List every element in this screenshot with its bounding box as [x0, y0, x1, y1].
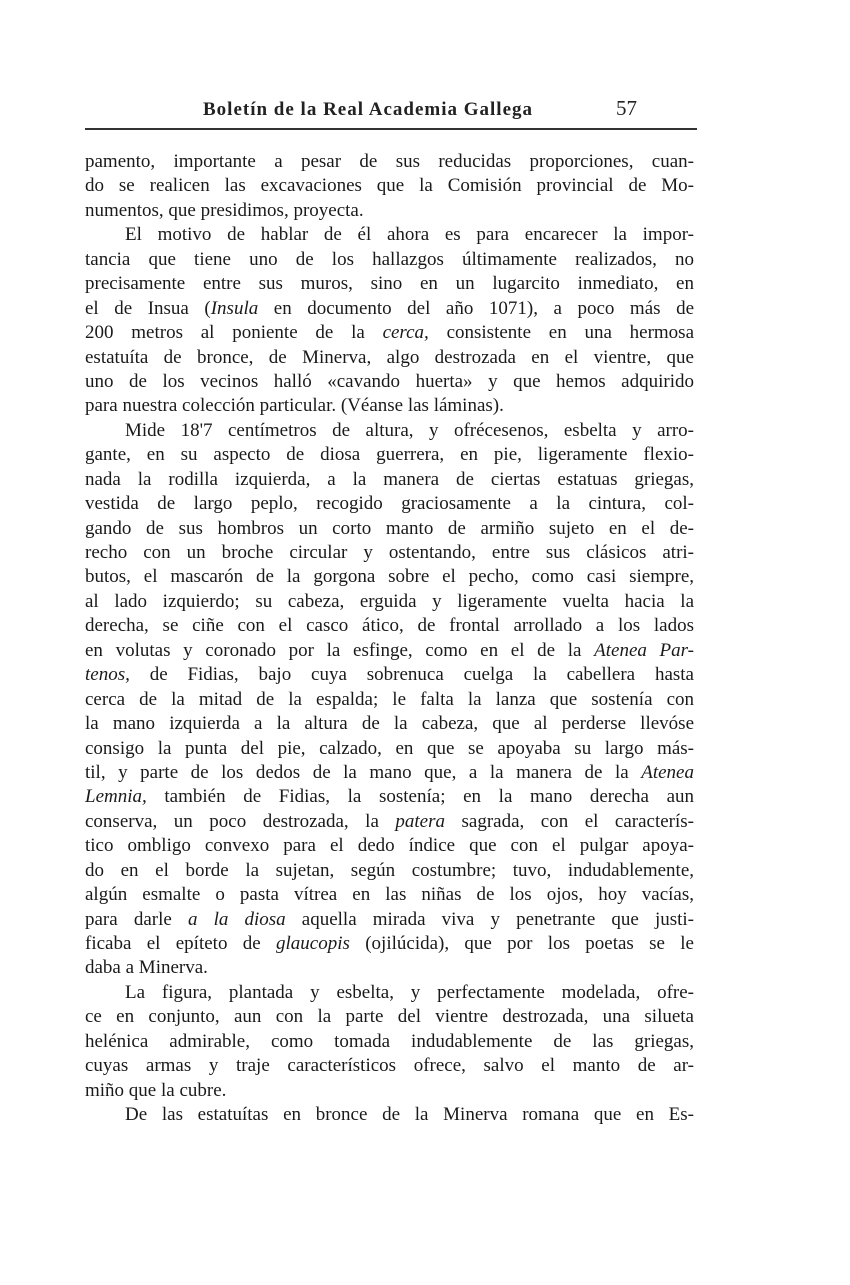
text-segment: 200 metros al poniente de la [85, 322, 383, 344]
text-segment: miño que la cubre. [85, 1079, 227, 1101]
text-line [85, 883, 695, 907]
text-segment: daba a Minerva. [85, 957, 208, 979]
text-segment: tico ombligo convexo para el dedo índice que con el pulgar apoya- [85, 835, 694, 857]
text-line [85, 248, 695, 272]
italic-text: Atenea Par- [594, 639, 695, 661]
text-line [85, 1005, 695, 1029]
text-segment: ce en conjunto, aun con la parte del vientre destrozada, una silueta [85, 1006, 694, 1028]
text-segment: el de Insua ( [85, 297, 211, 319]
text-line [85, 737, 695, 761]
text-segment: cerca de la mitad de la espalda; le falta la lanza que sostenía con [85, 688, 694, 710]
running-header [85, 96, 695, 126]
text-segment: (ojilúcida), que por los poetas se le [349, 933, 694, 954]
text-line [85, 443, 695, 467]
text-segment: también de Fidias, la sostenía; en la mano derecha aun [146, 786, 694, 808]
text-segment: numentos, que presidimos, proyecta. [85, 199, 364, 221]
text-line [85, 614, 695, 638]
text-line [85, 663, 695, 687]
text-segment: vestida de largo peplo, recogido graciosamente a la cintura, col- [85, 493, 694, 515]
text-line [85, 517, 695, 541]
text-line [85, 1103, 695, 1127]
text-line [85, 834, 695, 858]
text-line [85, 810, 695, 834]
text-line [85, 272, 695, 296]
text-line [85, 492, 695, 516]
text-line [85, 174, 695, 198]
text-segment: pamento, importante a pesar de sus reducidas proporciones, cuan- [85, 151, 694, 172]
text-segment: conserva, un poco destrozada, la [85, 810, 396, 832]
text-line [85, 908, 695, 932]
italic-text: Atenea [641, 761, 694, 783]
text-segment: cuyas armas y traje característicos ofrece, salvo el manto de ar- [85, 1055, 694, 1077]
text-segment: para nuestra colección particular. (Véanse las láminas). [85, 395, 504, 417]
text-segment: aquella mirada viva y penetrante que justi- [285, 908, 694, 930]
text-line [85, 394, 695, 418]
text-segment: en documento del año 1071), a poco más de [258, 297, 694, 319]
italic-text: glaucopis [276, 933, 350, 954]
text-segment: De las estatuítas en bronce de la Minerva romana que en Es- [125, 1104, 694, 1126]
text-line [85, 688, 695, 712]
text-line [85, 150, 695, 174]
italic-text: tenos, [85, 664, 130, 686]
text-segment: para darle [85, 908, 188, 930]
text-segment: consigo la punta del pie, calzado, en que se apoyaba su largo más- [85, 737, 694, 759]
text-segment: recho con un broche circular y ostentando, entre sus clásicos atri- [85, 542, 694, 563]
text-segment: butos, el mascarón de la gorgona sobre el pecho, como casi siempre, [85, 566, 694, 588]
text-line [85, 199, 695, 223]
text-line [85, 1054, 695, 1078]
text-segment: la mano izquierda a la altura de la cabeza, que al perderse llevóse [85, 713, 694, 735]
text-line [85, 981, 695, 1005]
text-segment: El motivo de hablar de él ahora es para encarecer la impor- [125, 224, 694, 246]
text-segment: gante, en su aspecto de diosa guerrera, en pie, ligeramente flexio- [85, 444, 694, 466]
text-line [85, 1030, 695, 1054]
text-segment: al lado izquierdo; su cabeza, erguida y ligeramente vuelta hacia la [85, 590, 694, 612]
italic-text: cerca, [382, 322, 429, 344]
text-segment: do se realicen las excavaciones que la Comisión provincial de Mo- [85, 175, 694, 197]
text-segment: derecha, se ciñe con el casco ático, de frontal arrollado a los lados [85, 615, 694, 637]
text-segment: algún esmalte o pasta vítrea en las niñas de los ojos, hoy vacías, [85, 884, 694, 906]
text-segment: ficaba el epíteto de [85, 933, 277, 954]
text-line [85, 297, 695, 321]
text-line [85, 956, 695, 980]
text-line [85, 712, 695, 736]
text-segment: helénica admirable, como tomada indudablemente de las griegas, [85, 1030, 694, 1052]
text-segment: Mide 18'7 centímetros de altura, y ofrécesenos, esbelta y arro- [125, 419, 694, 441]
text-segment: La figura, plantada y esbelta, y perfectamente modelada, ofre- [125, 981, 694, 1003]
text-line [85, 785, 695, 809]
italic-text: Insula [210, 297, 259, 319]
text-segment: gando de sus hombros un corto manto de armiño sujeto en el de- [85, 517, 694, 539]
text-segment: sagrada, con el caracterís- [445, 810, 695, 832]
text-segment: de Fidias, bajo cuya sobrenuca cuelga la cabellera hasta [129, 664, 694, 686]
header-rule [85, 128, 697, 130]
body-text [85, 150, 695, 1128]
text-segment: til, y parte de los dedos de la mano que, a la manera de la [85, 761, 642, 783]
running-title: Boletín de la Real Academia Gallega [203, 99, 534, 120]
text-segment: estatuíta de bronce, de Minerva, algo destrozada en el vientre, que [85, 346, 694, 368]
text-line [85, 419, 695, 443]
text-segment: uno de los vecinos halló «cavando huerta» y que hemos adquirido [85, 370, 694, 392]
text-line [85, 565, 695, 589]
text-line [85, 223, 695, 247]
text-line [85, 1079, 695, 1103]
italic-text: a la diosa [187, 908, 286, 930]
text-segment: en volutas y coronado por la esfinge, como en el de la [85, 639, 595, 661]
text-segment: precisamente entre sus muros, sino en un lugarcito inmediato, en [85, 273, 694, 295]
text-segment: tancia que tiene uno de los hallazgos últimamente realizados, no [85, 248, 694, 270]
page-number: 57 [616, 96, 637, 120]
text-line [85, 932, 695, 956]
text-line [85, 370, 695, 394]
text-line [85, 761, 695, 785]
italic-text: Lemnia, [85, 786, 147, 808]
text-line [85, 590, 695, 614]
text-line [85, 541, 695, 565]
text-segment: do en el borde la sujetan, según costumbre; tuvo, indudablemente, [85, 859, 694, 881]
text-line [85, 468, 695, 492]
text-line [85, 346, 695, 370]
text-segment: nada la rodilla izquierda, a la manera de ciertas estatuas griegas, [85, 468, 694, 490]
text-line [85, 639, 695, 663]
italic-text: patera [395, 810, 445, 832]
text-line [85, 321, 695, 345]
text-line [85, 859, 695, 883]
text-segment: consistente en una hermosa [428, 322, 695, 344]
